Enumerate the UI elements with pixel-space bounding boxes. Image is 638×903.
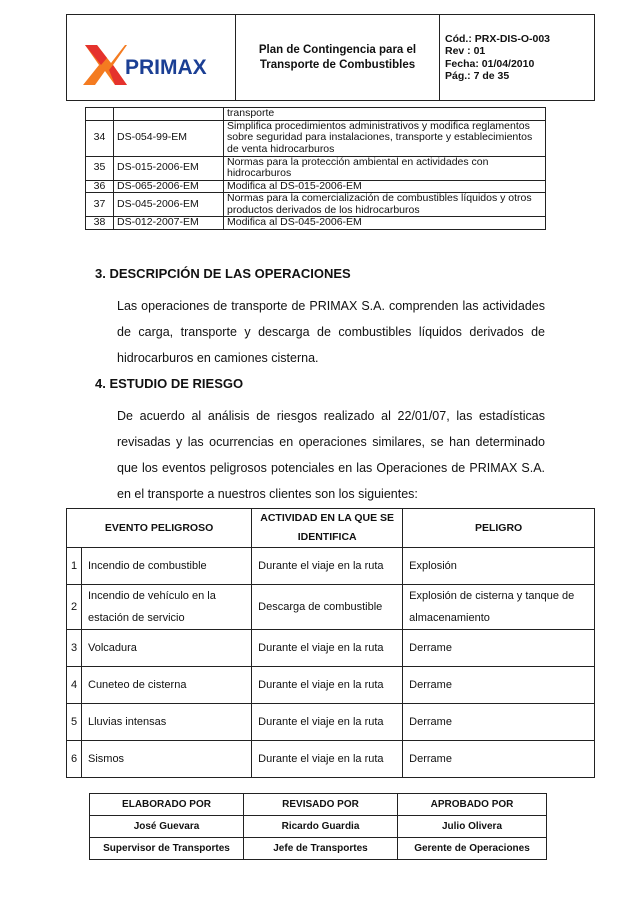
header-hazard: PELIGRO — [403, 509, 595, 548]
hazard-cell: Derrame — [403, 630, 595, 667]
table-row — [86, 180, 546, 193]
table-row — [86, 156, 546, 180]
primax-logo — [67, 15, 235, 95]
row-number: 4 — [67, 667, 82, 704]
event-cell: Cuneteo de cisterna — [82, 667, 252, 704]
table-row — [86, 108, 546, 121]
section-4-title: 4. ESTUDIO DE RIESGO — [95, 376, 244, 391]
revisado-label: REVISADO POR — [244, 794, 398, 816]
doc-rev: Rev : 01 — [445, 45, 486, 57]
row-number: 3 — [67, 630, 82, 667]
activity-cell: Durante el viaje en la ruta — [252, 741, 403, 778]
norm-code: DS-065-2006-EM — [114, 180, 224, 193]
hazard-cell: Explosión de cisterna y tanque de almacenamiento — [403, 585, 595, 630]
event-cell: Incendio de combustible — [82, 548, 252, 585]
aprobado-name: Julio Olivera — [398, 816, 547, 838]
document-code-block — [440, 15, 595, 101]
doc-page: Pág.: 7 de 35 — [445, 70, 510, 82]
row-number: 5 — [67, 704, 82, 741]
signature-table — [89, 793, 547, 860]
section-4-text: De acuerdo al análisis de riesgos realizado al 22/01/07, las estadísticas revisadas y las ocurrencias en operaciones similares, se han determinado que los eventos peligrosos potenciales en las Operaciones de PRIMAX S.A. en el transporte a nuestros clientes son los siguientes: — [117, 409, 545, 501]
section-3-text: Las operaciones de transporte de PRIMAX S.A. comprenden las actividades de carga, transporte y descarga de combustibles líquidos derivados de hidrocarburos en camiones cisterna. — [117, 299, 545, 365]
norm-code: DS-012-2007-EM — [114, 217, 224, 230]
table-row — [67, 548, 595, 585]
table-row — [67, 630, 595, 667]
row-number: 2 — [67, 585, 82, 630]
activity-cell: Descarga de combustible — [252, 585, 403, 630]
norm-description: Modifica al DS-015-2006-EM — [224, 180, 546, 193]
norm-description: Normas para la comercialización de combustibles líquidos y otros productos derivados de los hidrocarburos — [224, 193, 546, 217]
table-row — [86, 193, 546, 217]
norm-code — [114, 108, 224, 121]
activity-cell: Durante el viaje en la ruta — [252, 548, 403, 585]
row-number: 1 — [67, 548, 82, 585]
legal-norms-table — [85, 107, 546, 230]
row-number: 36 — [86, 180, 114, 193]
elaborado-name: José Guevara — [90, 816, 244, 838]
header-event: EVENTO PELIGROSO — [67, 509, 252, 548]
risk-events-table — [66, 508, 595, 778]
row-number: 38 — [86, 217, 114, 230]
activity-cell: Durante el viaje en la ruta — [252, 630, 403, 667]
activity-cell: Durante el viaje en la ruta — [252, 704, 403, 741]
row-number: 35 — [86, 156, 114, 180]
norm-description: Modifica al DS-045-2006-EM — [224, 217, 546, 230]
event-cell: Sismos — [82, 741, 252, 778]
signature-roles-row — [90, 838, 547, 860]
elaborado-role: Supervisor de Transportes — [90, 838, 244, 860]
hazard-cell: Derrame — [403, 667, 595, 704]
event-cell: Lluvias intensas — [82, 704, 252, 741]
signature-names-row — [90, 816, 547, 838]
row-number — [86, 108, 114, 121]
logo-cell — [67, 15, 236, 101]
row-number: 6 — [67, 741, 82, 778]
header-activity: ACTIVIDAD EN LA QUE SE IDENTIFICA — [252, 509, 403, 548]
table-row — [67, 585, 595, 630]
aprobado-label: APROBADO POR — [398, 794, 547, 816]
event-cell: Volcadura — [82, 630, 252, 667]
norm-description: transporte — [224, 108, 546, 121]
revisado-role: Jefe de Transportes — [244, 838, 398, 860]
activity-cell: Durante el viaje en la ruta — [252, 667, 403, 704]
aprobado-role: Gerente de Operaciones — [398, 838, 547, 860]
title-line-1: Plan de Contingencia para el — [258, 43, 417, 56]
norm-code: DS-015-2006-EM — [114, 156, 224, 180]
hazard-cell: Derrame — [403, 741, 595, 778]
section-3-title: 3. DESCRIPCIÓN DE LAS OPERACIONES — [95, 266, 351, 281]
document-title — [236, 15, 440, 101]
norm-code: DS-045-2006-EM — [114, 193, 224, 217]
table-row — [67, 741, 595, 778]
norm-code: DS-054-99-EM — [114, 120, 224, 156]
norm-description: Normas para la protección ambiental en actividades con hidrocarburos — [224, 156, 546, 180]
row-number: 37 — [86, 193, 114, 217]
table-row — [86, 120, 546, 156]
norm-description: Simplifica procedimientos administrativos y modifica reglamentos sobre seguridad para instalaciones, transporte y establecimientos de venta hidrocarburos — [224, 120, 546, 156]
document-header — [66, 14, 595, 101]
table-header-row — [67, 509, 595, 548]
table-row — [67, 667, 595, 704]
signature-labels-row — [90, 794, 547, 816]
hazard-cell: Explosión — [403, 548, 595, 585]
revisado-name: Ricardo Guardia — [244, 816, 398, 838]
row-number: 34 — [86, 120, 114, 156]
doc-date: Fecha: 01/04/2010 — [445, 57, 535, 70]
brand-name: PRIMAX — [125, 56, 207, 79]
table-row — [86, 217, 546, 230]
title-line-2: Transporte de Combustibles — [259, 58, 416, 71]
event-cell: Incendio de vehículo en la estación de servicio — [82, 585, 252, 630]
hazard-cell: Derrame — [403, 704, 595, 741]
doc-code: Cód.: PRX-DIS-O-003 — [445, 32, 551, 45]
primax-x-mark-icon — [83, 45, 127, 85]
table-row — [67, 704, 595, 741]
elaborado-label: ELABORADO POR — [90, 794, 244, 816]
